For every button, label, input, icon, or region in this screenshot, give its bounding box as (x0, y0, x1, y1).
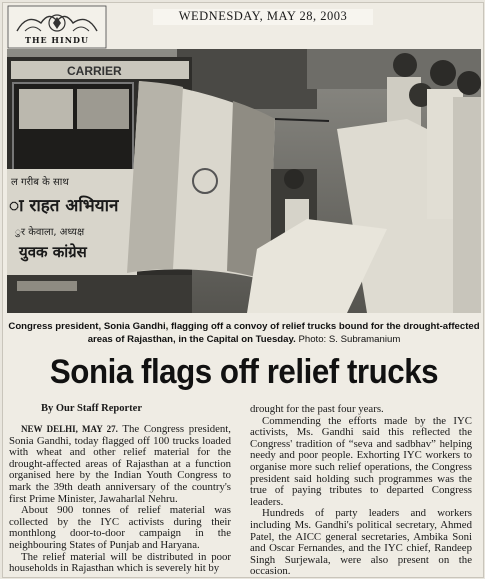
caption-text: Congress president, Sonia Gandhi, flagging off a convoy of relief trucks bound for the drought-affected areas of Rajasthan, in the Capital on Tuesday. (8, 321, 480, 345)
photo-caption (7, 321, 481, 346)
photo-credit: Photo: S. Subramanium (298, 333, 401, 345)
banner-line-0: ल गरीब के साथ (11, 177, 69, 188)
banner-line-2: ा राहत अभियान (9, 196, 119, 216)
byline: By Our Staff Reporter (41, 403, 142, 414)
truck-sign-top: CARRIER (67, 64, 122, 78)
headline: Sonia flags off relief trucks (49, 353, 439, 391)
article-paragraph: The Congress president, Sonia Gandhi, today flagged off 100 trucks loaded with wheat and other relief material for the drought-affected areas of Rajasthan at a function organised here by the Indian Youth Congress to mark the 39th death anniversary of the country's first Prime Minister, Jawaharlal Nehru. (9, 423, 232, 505)
article-paragraph: drought for the past four years. (250, 403, 384, 415)
article-column-2 (250, 404, 472, 578)
article-paragraph: Hundreds of party leaders and workers including Ms. Gandhi's political secretary, Ahmed Patel, the AICC general secretaries, Ambika Soni and Oscar Fernandes, and the IYC chief, Randeep Singh Surjewala, were also present on the occasion. (250, 507, 472, 578)
article-paragraph: The relief material will be distributed in poor households in Rajasthan which is severely hit by (9, 550, 231, 575)
date-line: WEDNESDAY, MAY 28, 2003 (153, 9, 373, 25)
article-paragraph: Commending the efforts made by the IYC activists, Ms. Gandhi said this reflected the Congress' tradition of “seva and sadbhav” helping needy and poor people. Exhorting IYC workers to organise more such relief operations, the Congress president said holding such programmes was the true of paying tributes to departed Congress leaders. (250, 414, 472, 508)
news-photo (7, 49, 481, 313)
article-paragraph: About 900 tonnes of relief material was collected by the IYC activists during their monthlong door-to-door campaign in the neighbouring States of Punjab and Haryana. (9, 504, 231, 551)
banner-line-3: ुर केवाला, अध्यक्ष (15, 227, 85, 238)
logo-text: THE HINDU (25, 35, 89, 45)
banner-line-4: युवक कांग्रेस (19, 243, 87, 261)
the-hindu-logo (7, 5, 107, 49)
newspaper-clipping (2, 2, 484, 578)
article-dateline: NEW DELHI, MAY 27. (21, 424, 118, 434)
article-column-1 (9, 424, 231, 575)
